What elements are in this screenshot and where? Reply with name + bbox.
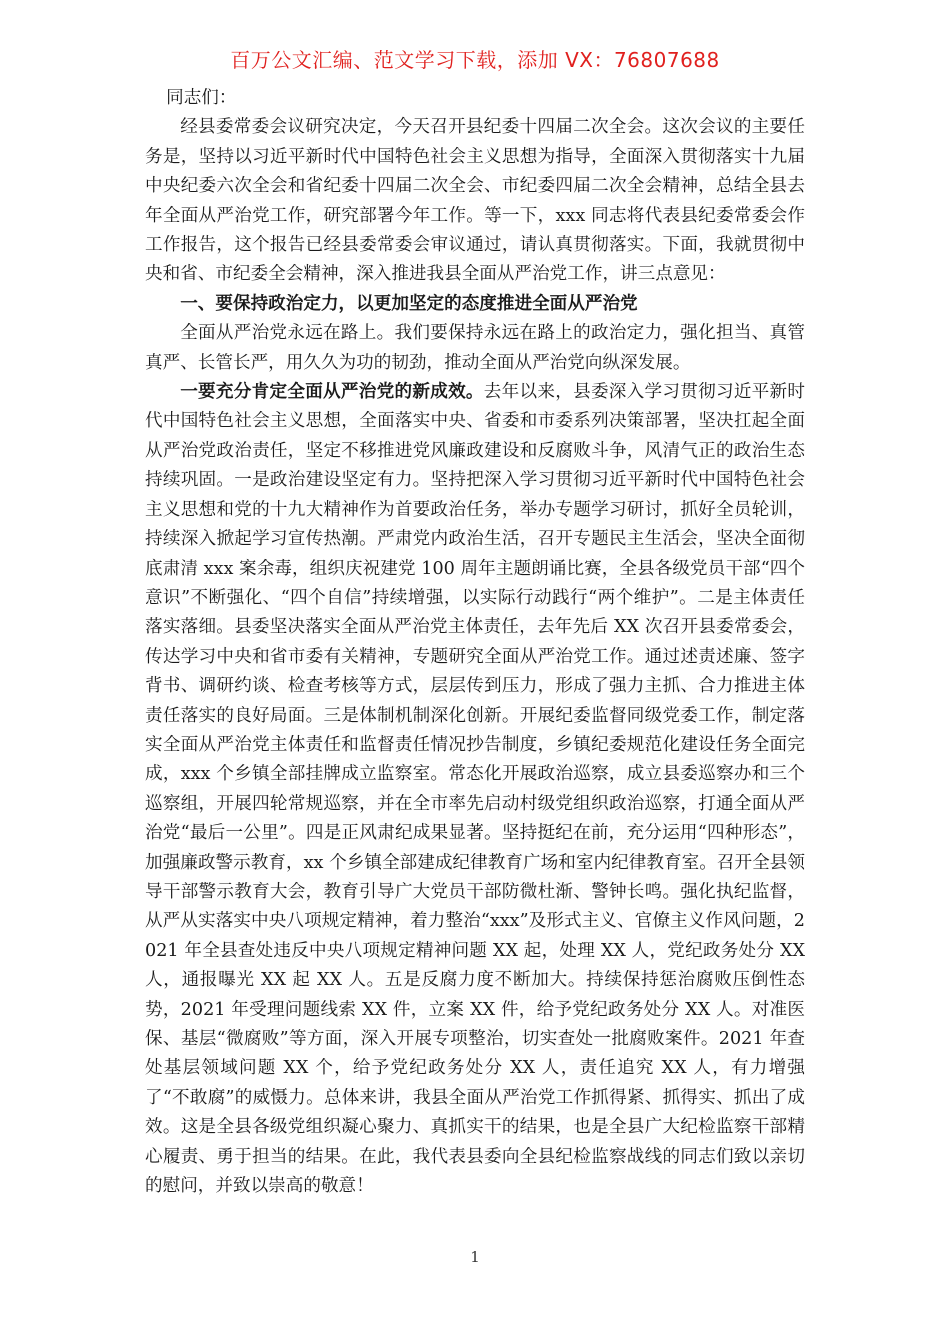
point-body: 去年以来，县委深入学习贯彻习近平新时代中国特色社会主义思想，全面落实中央、省委和市委系列决策部署，坚决扛起全面从严治党政治责任，坚定不移推进党风廉政建设和反腐败斗争，风清气正的政治生态持续巩固。一是政治建设坚定有力。坚持把深入学习贯彻习近平新时代中国特色社会主义思想和党的十九大精神作为首要政治任务，举办专题学习研讨，抓好全员轮训，持续深入掀起学习宣传热潮。严肃党内政治生活，召开专题民主生活会，坚决全面彻底肃清 xxx 案余毒，组织庆祝建党 100 周年主题朗诵比赛，全县各级党员干部“四个意识”不断强化、“四个自信”持续增强，以实际行动践行“两个维护”。二是主体责任落实落细。县委坚决落实全面从严治党主体责任，去年先后 XX 次召开县委常委会，传达学习中央和省市委有关精神，专题研究全面从严治党工作。通过述责述廉、签字背书、调研约谈、检查考核等方式，层层传到压力，形成了强力主抓、合力推进主体责任落实的良好局面。三是体制机制深化创新。开展纪委监督同级党委工作，制定落实全面从严治党主体责任和监督责任情况抄告制度，乡镇纪委规范化建设任务全面完成，xxx 个乡镇全部挂牌成立监察室。常态化开展政治巡察，成立县委巡察办和三个巡察组，开展四轮常规巡察，并在全市率先启动村级党组织政治巡察，打通全面从严治党“最后一公里”。四是正风肃纪成果显著。坚持挺纪在前，充分运用“四种形态”，加强廉政警示教育，xx 个乡镇全部建成纪律教育广场和室内纪律教育室。召开全县领导干部警示教育大会，教育引导广大党员干部防微杜渐、警钟长鸣。强化执纪监督，从严从实落实中央八项规定精神，着力整治“xxx”及形式主义、官僚主义作风问题，2021 年全县查处违反中央八项规定精神问题 XX 起，处理 XX 人，党纪政务处分 XX 人，通报曝光 XX 起 XX 人。五是反腐力度不断加大。持续保持惩治腐败压倒性态势，2021 年受理问题线索 XX 件，立案 XX 件，给予党纪政务处分 XX 人。对准医保、基层“微腐败”等方面，深入开展专项整治，切实查处一批腐败案件。2021 年查处基层领域问题 XX 个，给予党纪政务处分 XX 人，责任追究 XX 人，有力增强了“不敢腐”的威慑力。总体来讲，我县全面从严治党工作抓得紧、抓得实、抓出了成效。这是全县各级党组织凝心聚力、真抓实干的结果，也是全县广大纪检监察干部精心履责、勇于担当的结果。在此，我代表县委向全县纪检监察战线的同志们致以亲切的慰问，并致以崇高的敬意！ [145, 382, 805, 1197]
section-intro-paragraph: 全面从严治党永远在路上。我们要保持永远在路上的政治定力，强化担当、真管真严、长管长严，用久久为功的韧劲，推动全面从严治党向纵深发展。 [145, 323, 805, 373]
header-banner: 百万公文汇编、范文学习下载，添加 VX：76807688 [230, 48, 720, 72]
page-number: 1 [470, 1248, 480, 1266]
point-paragraph [145, 378, 805, 1201]
intro-paragraph: 经县委常委会议研究决定，今天召开县纪委十四届二次全会。这次会议的主要任务是，坚持以习近平新时代中国特色社会主义思想为指导，全面深入贯彻落实十九届中央纪委六次全会和省纪委十四届二次全会、市纪委四届二次全会精神，总结全县去年全面从严治党工作，研究部署今年工作。等一下，xxx 同志将代表县纪委常委会作工作报告，这个报告已经县委常委会审议通过，请认真贯彻落实。下面，我就贯彻中央和省、市纪委全会精神，深入推进我县全面从严治党工作，讲三点意见： [145, 117, 805, 285]
point-lead: 一要充分肯定全面从严治党的新成效。 [180, 382, 484, 403]
salutation: 同志们： [166, 88, 237, 108]
document-body [145, 84, 805, 1201]
section-heading: 一、要保持政治定力，以更加坚定的态度推进全面从严治党 [180, 293, 638, 314]
